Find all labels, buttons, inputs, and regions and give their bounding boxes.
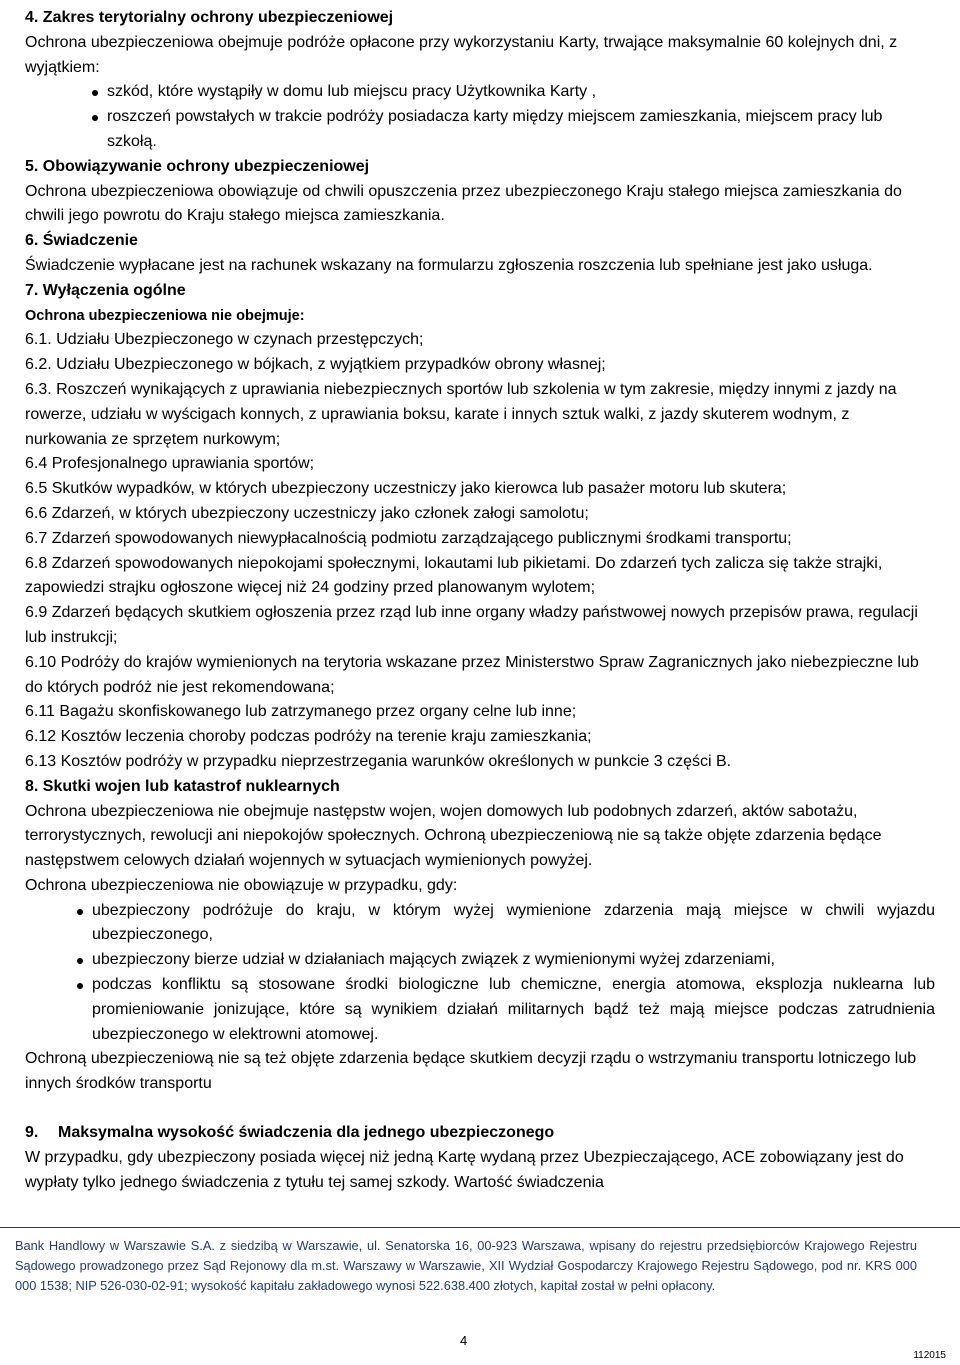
section-6-title: 6. Świadczenie: [25, 232, 138, 250]
exclusion-item: 6.8 Zdarzeń spowodowanych niepokojami społecznymi, lokautami lub pikietami. Do zdarzeń tych zalicza się także strajki, zapowiedzi strajku ogłoszone więcej niż 24 godziny przed planowanym wylotem;: [25, 554, 883, 597]
exclusion-item: 6.10 Podróży do krajów wymienionych na terytoria wskazane przez Ministerstwo Spraw Zagranicznych jako niebezpieczne lub do których podróż nie jest rekomendowana;: [25, 653, 919, 696]
list-item: ubezpieczony bierze udział w działaniach mających związek z wymienionymi wyżej zdarzeniami,: [92, 951, 775, 969]
document-body: [25, 6, 935, 1195]
exclusion-item: 6.5 Skutków wypadków, w których ubezpieczony uczestniczy jako kierowca lub pasażer motoru lub skutera;: [25, 480, 787, 498]
section-4-text: Ochrona ubezpieczeniowa obejmuje podróże opłacone przy wykorzystaniu Karty, trwające maksymalnie 60 kolejnych dni, z wyjątkiem:: [25, 33, 898, 76]
list-item: ubezpieczony podróżuje do kraju, w którym wyżej wymienione zdarzenia mają miejsce w chwili wyjazdu ubezpieczonego,: [92, 901, 935, 944]
section-9-text: W przypadku, gdy ubezpieczony posiada więcej niż jedną Kartę wydaną przez Ubezpieczającego, ACE zobowiązany jest do wypłaty tylko jednego świadczenia z tytułu tej samej szkody. Wartość świadczenia: [25, 1148, 904, 1191]
exclusion-item: 6.2. Udziału Ubezpieczonego w bójkach, z wyjątkiem przypadków obrony własnej;: [25, 356, 606, 374]
footer-legal-text: Bank Handlowy w Warszawie S.A. z siedzibą w Warszawie, ul. Senatorska 16, 00-923 Warszawa, wpisany do rejestru przedsiębiorców Krajowego Rejestru Sądowego prowadzonego przez Sąd Rejonowy dla m.st. Warszawy w Warszawie, XII Wydział Gospodarczy Krajowego Rejestru Sądowego, pod nr. KRS 000 000 1538; NIP 526-030-02-91; wysokość kapitału zakładowego wynosi 522.638.400 złotych, kapitał został w pełni opłacony.: [15, 1238, 917, 1293]
section-8-closing: Ochroną ubezpieczeniową nie są też objęte zdarzenia będące skutkiem decyzji rządu o wstrzymaniu transportu lotniczego lub innych środków transportu: [25, 1050, 917, 1093]
exclusion-item: 6.7 Zdarzeń spowodowanych niewypłacalnością podmiotu zarządzającego publicznymi środkami transportu;: [25, 529, 792, 547]
section-5-text: Ochrona ubezpieczeniowa obowiązuje od chwili opuszczenia przez ubezpieczonego Kraju stałego miejsca zamieszkania do chwili jego powrotu do Kraju stałego miejsca zamieszkania.: [25, 182, 902, 225]
section-8-text: Ochrona ubezpieczeniowa nie obejmuje następstw wojen, wojen domowych lub podobnych zdarzeń, aktów sabotażu, terrorystycznych, rewolucji ani niepokojów społecznych. Ochroną ubezpieczeniową nie są także objęte zdarzenia będące następstwem celowych działań wojennych w sytuacjach wymienionych powyżej.: [25, 802, 882, 870]
footer-divider: [0, 1227, 960, 1228]
section-7-subtitle: Ochrona ubezpieczeniowa nie obejmuje:: [25, 307, 305, 324]
section-9-title: 9. Maksymalna wysokość świadczenia dla jednego ubezpieczonego: [25, 1124, 555, 1142]
list-item: szkód, które wystąpiły w domu lub miejscu pracy Użytkownika Karty ,: [107, 83, 597, 101]
list-item: podczas konfliktu są stosowane środki biologiczne lub chemiczne, energia atomowa, eksplozja nuklearna lub promieniowanie jonizujące, które są wynikiem działań militarnych bądź też mają miejsce podczas zatrudnienia ubezpieczonego w elektrowni atomowej.: [92, 976, 935, 1043]
list-item: roszczeń powstałych w trakcie podróży posiadacza karty między miejscem zamieszkania, miejscem pracy lub szkołą.: [107, 108, 883, 150]
section-7-title: 7. Wyłączenia ogólne: [25, 281, 186, 299]
exclusion-item: 6.4 Profesjonalnego uprawiania sportów;: [25, 455, 315, 473]
section-4-title: 4. Zakres terytorialny ochrony ubezpieczeniowej: [25, 9, 394, 26]
exclusion-item: 6.6 Zdarzeń, w których ubezpieczony uczestniczy jako członek załogi samolotu;: [25, 504, 589, 522]
exclusion-item: 6.12 Kosztów leczenia choroby podczas podróży na terenie kraju zamieszkania;: [25, 728, 592, 746]
page-number: 4: [460, 1333, 468, 1348]
document-code: 112015: [913, 1350, 946, 1361]
exclusion-item: 6.11 Bagażu skonfiskowanego lub zatrzymanego przez organy celne lub inne;: [25, 703, 577, 721]
exclusion-item: 6.3. Roszczeń wynikających z uprawiania niebezpiecznych sportów lub szkolenia w tym zakresie, między innymi z jazdy na rowerze, udziału w wyścigach konnych, z uprawiania boksu, karate i innych sztuk walki, z jazdy skuterem wodnym, z nurkowania ze sprzętem nurkowym;: [25, 380, 897, 448]
exclusion-item: 6.1. Udziału Ubezpieczonego w czynach przestępczych;: [25, 331, 424, 349]
section-6-text: Świadczenie wypłacane jest na rachunek wskazany na formularzu zgłoszenia roszczenia lub spełniane jest jako usługa.: [25, 256, 873, 274]
exclusion-item: 6.13 Kosztów podróży w przypadku nieprzestrzegania warunków określonych w punkcie 3 części B.: [25, 752, 732, 770]
exclusion-item: 6.9 Zdarzeń będących skutkiem ogłoszenia przez rząd lub inne organy władzy państwowej nowych przepisów prawa, regulacji lub instrukcji;: [25, 604, 918, 646]
section-8-intro: Ochrona ubezpieczeniowa nie obowiązuje w przypadku, gdy:: [25, 876, 458, 894]
section-5-title: 5. Obowiązywanie ochrony ubezpieczeniowej: [25, 157, 370, 175]
section-8-title: 8. Skutki wojen lub katastrof nuklearnych: [25, 777, 340, 795]
